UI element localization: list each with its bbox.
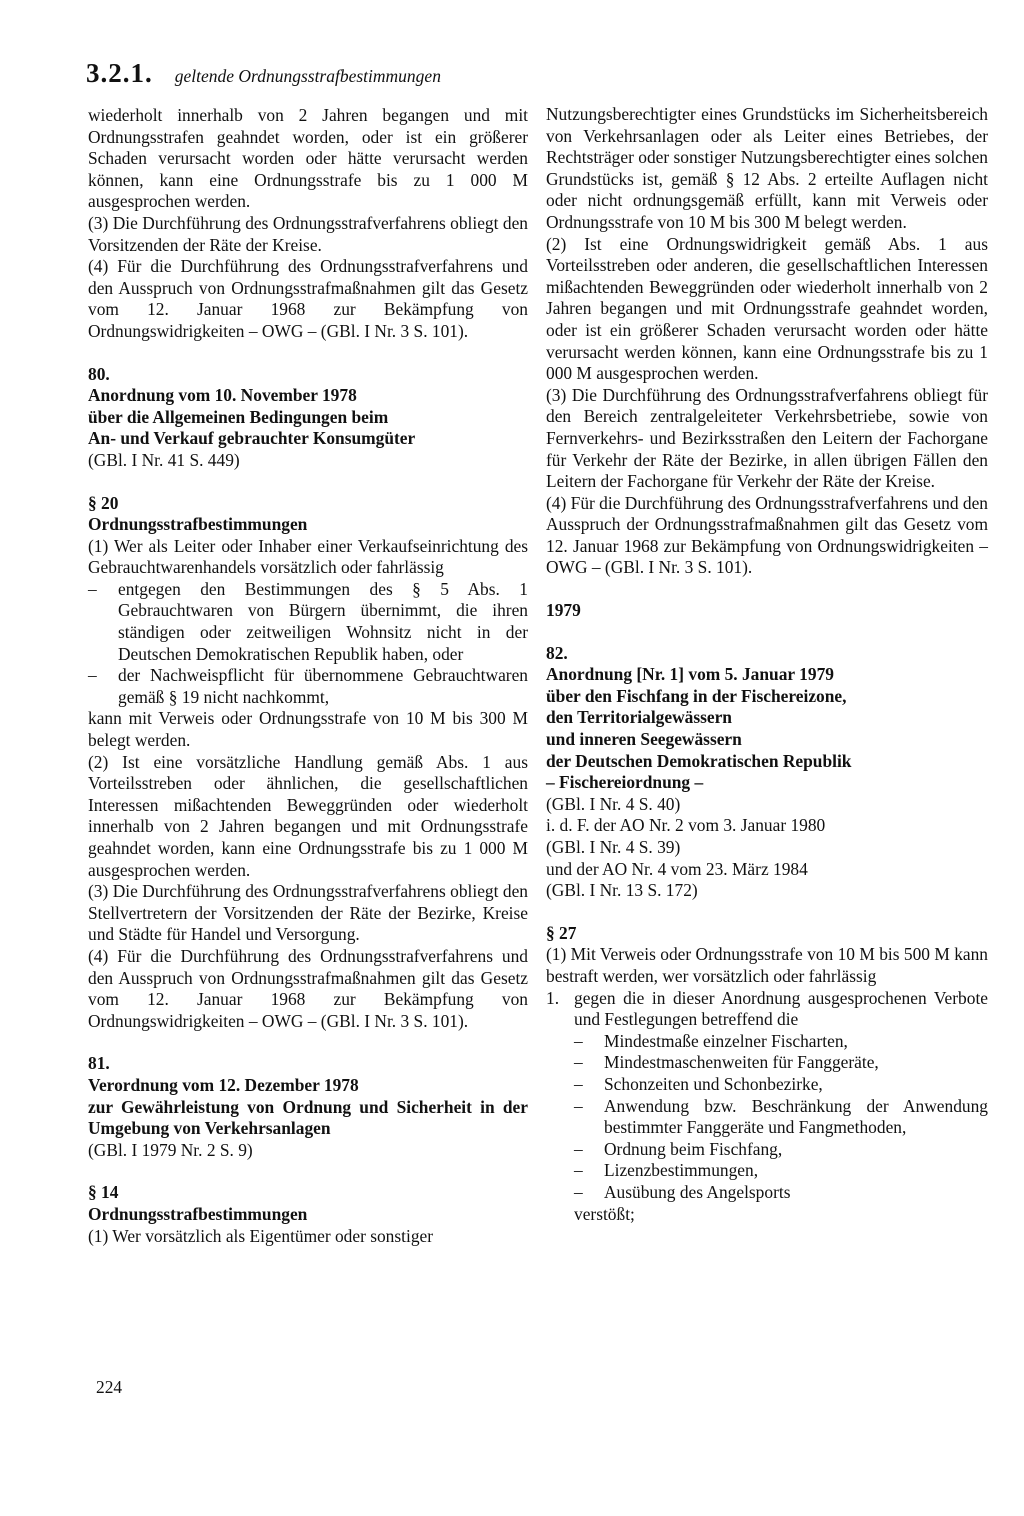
- paragraph: (4) Für die Durchführung des Ordnungsstrafverfahrens und den Ausspruch von Ordnungsstrafmaßnahmen gilt das Gesetz vom 12. Januar 1968 zur Bekämpfung von Ordnungswidrigkeiten – OWG – (GBl. I Nr. 3 S. 101).: [88, 256, 528, 341]
- entry-reference: (GBl. I Nr. 4 S. 39): [546, 837, 681, 857]
- paragraph: (4) Für die Durchführung des Ordnungsstrafverfahrens und den Ausspruch der Ordnungsstrafmaßnahmen gilt das Gesetz vom 12. Januar 1968 zur Bekämpfung von Ordnungswidrigkeiten – OWG – (GBl. I Nr. 3 S. 101).: [546, 492, 988, 578]
- paragraph-number: § 27: [546, 922, 577, 943]
- entry-title: der Deutschen Demokratischen Republik: [546, 750, 852, 771]
- entry-title: den Territorialgewässern: [546, 707, 732, 728]
- paragraph: kann mit Verweis oder Ordnungsstrafe von 10 M bis 300 M belegt werden.: [88, 708, 528, 751]
- entry-number: 82.: [546, 642, 568, 663]
- list-item-text: Mindestmaße einzelner Fischarten,: [604, 1030, 848, 1051]
- item-number: 1.: [546, 987, 560, 1008]
- dash-list-item: – entgegen den Bestimmungen des § 5 Abs. 1 Gebrauchtwaren von Bürgern übernimmt, die ihren ständigen oder zeitweiligen Wohnsitz nicht in der Deutschen Demokratischen Republik haben, oder: [88, 578, 528, 664]
- list-item-text: gegen die in dieser Anordnung ausgesprochenen Verbote und Festlegungen betreffend die: [574, 987, 988, 1030]
- entry-number: 80.: [88, 363, 110, 384]
- list-item-text: Mindestmaschenweiten für Fanggeräte,: [604, 1052, 879, 1073]
- entry-reference: (GBl. I Nr. 13 S. 172): [546, 880, 698, 901]
- sub-list-item: – Anwendung bzw. Beschränkung der Anwendung bestimmter Fanggeräte und Fangmethoden,: [574, 1095, 988, 1138]
- entry-title: Anordnung [Nr. 1] vom 5. Januar 1979: [546, 664, 834, 685]
- paragraph: Nutzungsberechtigter eines Grundstücks im Sicherheitsbereich von Verkehrsanlagen oder als Leiter eines Betriebes, der Rechtsträger oder sonstiger Nutzungsberechtigter eines solchen Grundstücks ist, gemäß § 12 Abs. 2 erteilte Auflagen nicht oder nicht ordnungsgemäß erfüllt, kann mit Verweis oder Ordnungsstrafe von 10 M bis 300 M belegt werden.: [546, 104, 988, 232]
- entry-reference: (GBl. I Nr. 4 S. 40): [546, 793, 681, 814]
- numbered-list-item: [546, 988, 988, 1031]
- page-number: 224: [96, 1377, 123, 1397]
- paragraph: wiederholt innerhalb von 2 Jahren begangen und mit Ordnungsstrafen geahndet worden, oder ist ein größerer Schaden verursacht worden oder hätte verursacht werden können, kann eine Ordnungsstrafe bis zu 1 000 M ausgesprochen werden.: [88, 105, 528, 212]
- entry-title: Verordnung vom 12. Dezember 1978: [88, 1074, 359, 1095]
- entry-reference: (GBl. I 1979 Nr. 2 S. 9): [88, 1139, 253, 1160]
- left-column: [88, 105, 528, 1247]
- entry-title: und inneren Seegewässern: [546, 729, 742, 750]
- paragraph: (4) Für die Durchführung des Ordnungsstrafverfahrens und den Ausspruch von Ordnungsstrafmaßnahmen gilt das Gesetz vom 12. Januar 1968 zur Bekämpfung von Ordnungswidrigkeiten – OWG – (GBl. I Nr. 3 S. 101).: [88, 945, 528, 1031]
- section-title: geltende Ordnungsstrafbestimmungen: [174, 66, 441, 86]
- entry-number: 81.: [88, 1053, 110, 1074]
- paragraph-title: Ordnungsstrafbestimmungen: [88, 1203, 308, 1224]
- right-column: [546, 104, 988, 1225]
- entry-title: über den Fischfang in der Fischereizone,: [546, 685, 847, 706]
- list-item-text: der Nachweispflicht für übernommene Gebrauchtwaren gemäß § 19 nicht nachkommt,: [118, 665, 528, 707]
- paragraph-number: § 20: [88, 492, 119, 513]
- entry-title: An- und Verkauf gebrauchter Konsumgüter: [88, 428, 416, 449]
- dash-list-item: – der Nachweispflicht für übernommene Gebrauchtwaren gemäß § 19 nicht nachkommt,: [88, 665, 528, 707]
- entry-title: zur Gewährleistung von Ordnung und Sicherheit in der Umgebung von Verkehrsanlagen: [88, 1096, 528, 1139]
- sub-list-item: – Schonzeiten und Schonbezirke,: [546, 1074, 988, 1096]
- list-item-text: Ordnung beim Fischfang,: [604, 1138, 783, 1159]
- paragraph: (1) Mit Verweis oder Ordnungsstrafe von 10 M bis 500 M kann bestraft werden, wer vorsätzlich oder fahrlässig: [546, 944, 988, 986]
- sub-list-item: – Lizenzbestimmungen,: [546, 1160, 988, 1182]
- entry-reference: (GBl. I Nr. 41 S. 449): [88, 449, 240, 470]
- paragraph: (1) Wer als Leiter oder Inhaber einer Verkaufseinrichtung des Gebrauchtwarenhandels vorsätzlich oder fahrlässig: [88, 535, 528, 578]
- paragraph-title: Ordnungsstrafbestimmungen: [88, 514, 308, 535]
- list-item-text: entgegen den Bestimmungen des § 5 Abs. 1 Gebrauchtwaren von Bürgern übernimmt, die ihren ständigen oder zeitweiligen Wohnsitz nicht in der Deutschen Demokratischen Republik haben, oder: [118, 578, 528, 664]
- paragraph: (3) Die Durchführung des Ordnungsstrafverfahrens obliegt den Vorsitzenden der Räte der Kreise.: [88, 212, 528, 255]
- entry-title: Anordnung vom 10. November 1978: [88, 385, 357, 406]
- entry-reference: und der AO Nr. 4 vom 23. März 1984: [546, 858, 808, 879]
- entry-reference: i. d. F. der AO Nr. 2 vom 3. Januar 1980: [546, 815, 826, 836]
- section-number: 3.2.1.: [86, 58, 153, 88]
- list-item-text: Anwendung bzw. Beschränkung der Anwendung bestimmter Fanggeräte und Fangmethoden,: [604, 1095, 988, 1138]
- paragraph: (2) Ist eine vorsätzliche Handlung gemäß Abs. 1 aus Vorteilsstreben oder ähnlichen, die gesellschaftlichen Interessen mißachtenden Beweggründen oder wiederholt innerhalb von 2 Jahren begangen und mit Ordnungsstrafe geahndet worden, kann eine Ordnungsstrafe bis zu 1 000 M ausgesprochen werden.: [88, 751, 528, 880]
- paragraph: (3) Die Durchführung des Ordnungsstrafverfahrens obliegt für den Bereich zentralgeleiteter Verkehrsbetriebe, sowie von Fernverkehrs- und Bezirksstraßen den Leitern der Fachorgane für Verkehr der Räte der Bezirke, in allen übrigen Fällen den Leitern der Fachorgane für Verkehr der Räte der Kreise.: [546, 384, 988, 492]
- paragraph-number: § 14: [88, 1182, 119, 1203]
- paragraph: (1) Wer vorsätzlich als Eigentümer oder sonstiger: [88, 1225, 434, 1246]
- list-item-text: Schonzeiten und Schonbezirke,: [604, 1073, 823, 1094]
- list-item-text: Ausübung des Angelsports: [604, 1181, 791, 1202]
- paragraph: (2) Ist eine Ordnungswidrigkeit gemäß Abs. 1 aus Vorteilsstreben oder anderen, die gesellschaftlichen Interessen mißachtenden Beweggründen oder wiederholt innerhalb von 2 Jahren begangen und mit Ordnungsstrafe geahndet worden, oder ist ein größerer Schaden verursacht worden oder hätte verursacht werden können, kann eine Ordnungsstrafe bis zu 1 000 M ausgesprochen werden.: [546, 233, 988, 384]
- paragraph: (3) Die Durchführung des Ordnungsstrafverfahrens obliegt den Stellvertretern der Vorsitzenden der Räte der Bezirke, Kreise und Städte für Handel und Versorgung.: [88, 881, 528, 945]
- sub-list-item: – Ausübung des Angelsports: [546, 1182, 988, 1204]
- running-header: [86, 58, 441, 89]
- sub-list-item: – Mindestmaße einzelner Fischarten,: [546, 1031, 988, 1053]
- entry-title: – Fischereiordnung –: [546, 772, 704, 793]
- entry-title: über die Allgemeinen Bedingungen beim: [88, 406, 389, 427]
- list-item-text: Lizenzbestimmungen,: [604, 1160, 759, 1181]
- year-heading: 1979: [546, 600, 581, 621]
- sub-list-item: – Ordnung beim Fischfang,: [546, 1139, 988, 1161]
- sub-list-item: – Mindestmaschenweiten für Fanggeräte,: [546, 1052, 988, 1074]
- list-item-continuation: verstößt;: [574, 1203, 635, 1224]
